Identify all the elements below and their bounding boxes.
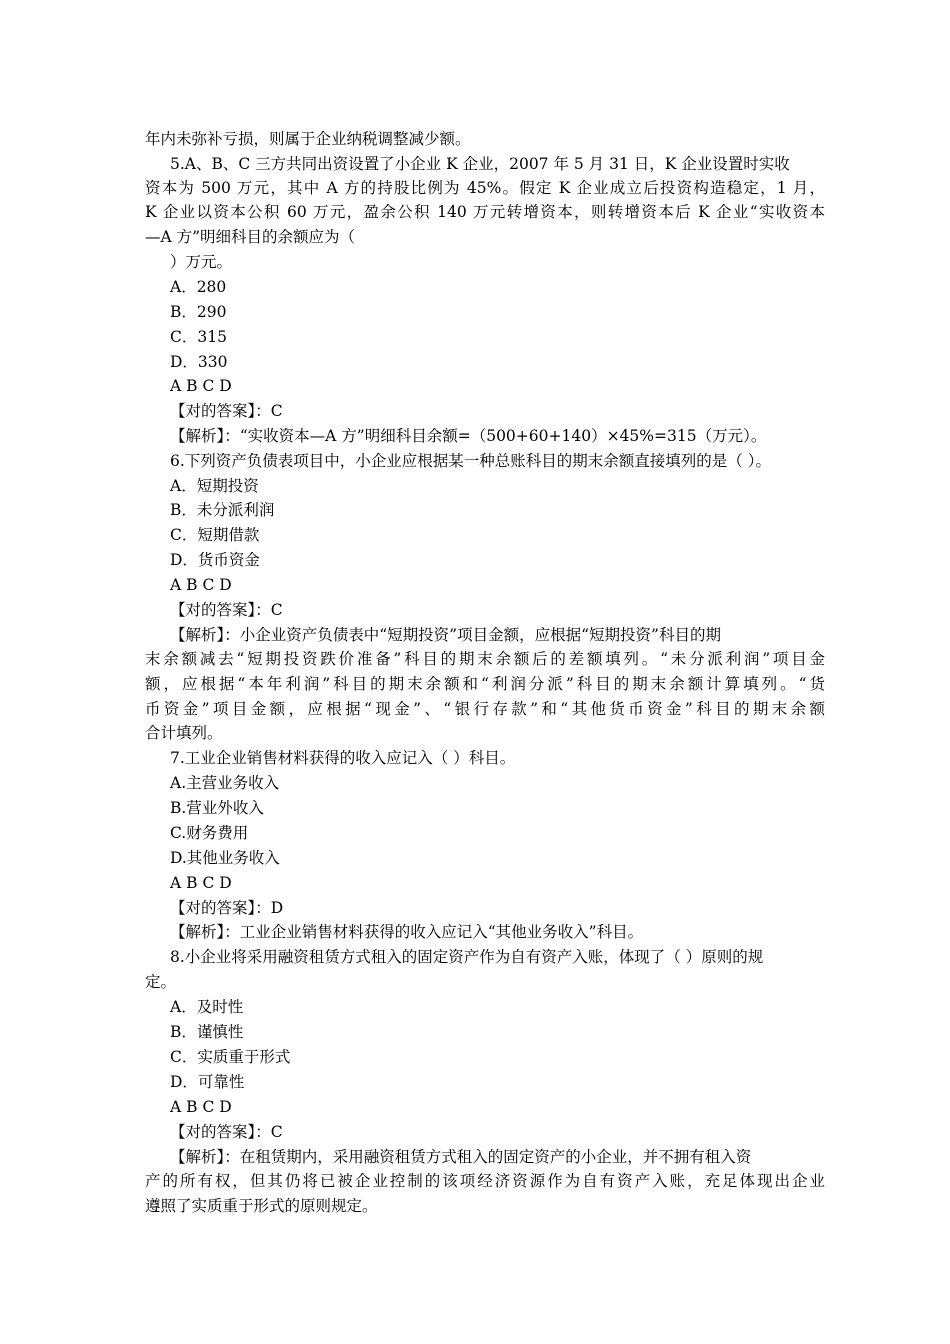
text-line: C.财务费用 xyxy=(170,824,249,842)
text-line: A B C D xyxy=(170,874,232,892)
text-line: D．可靠性 xyxy=(170,1073,245,1091)
text-line: A B C D xyxy=(170,1098,232,1116)
text-line: C．短期借款 xyxy=(170,526,260,544)
text-line: 【对的答案】：C xyxy=(170,1123,283,1141)
text-line: 合计填列。 xyxy=(145,724,223,742)
text-line: 6.下列资产负债表项目中，小企业应根据某一种总账科目的期末余额直接填列的是（ ）。 xyxy=(170,452,771,470)
text-line: 7.工业企业销售材料获得的收入应记入（ ）科目。 xyxy=(170,749,516,767)
text-line: B．290 xyxy=(170,303,227,321)
text-line: B．谨慎性 xyxy=(170,1023,244,1041)
text-line: K 企业以资本公积 60 万元，盈余公积 140 万元转增资本，则转增资本后 K 企业“实收资本 xyxy=(145,203,825,221)
text-line: A．短期投资 xyxy=(170,477,259,495)
text-line: 额，应根据“本年利润”科目的期末余额和“利润分派”科目的期末余额计算填列。“货 xyxy=(145,675,825,693)
text-line: 末余额减去“短期投资跌价准备”科目的期末余额后的差额填列。“未分派利润”项目金 xyxy=(145,650,825,668)
text-line: 【对的答案】：C xyxy=(170,601,283,619)
text-line: A．及时性 xyxy=(170,998,244,1016)
text-line: 5.A、B、C 三方共同出资设置了小企业 K 企业，2007 年 5 月 31 日，K 企业设置时实收 xyxy=(170,155,790,173)
text-line: 遵照了实质重于形式的原则规定。 xyxy=(145,1197,378,1215)
text-line: A.主营业务收入 xyxy=(170,774,280,792)
text-line: 【解析】：工业企业销售材料获得的收入应记入“其他业务收入”科目。 xyxy=(170,923,644,941)
text-line: C．315 xyxy=(170,328,227,346)
text-line: B.营业外收入 xyxy=(170,799,264,817)
text-line: C．实质重于形式 xyxy=(170,1048,291,1066)
text-line: 产的所有权，但其仍将已被企业控制的该项经济资源作为自有资产入账，充足体现出企业 xyxy=(145,1172,825,1190)
text-line: A B C D xyxy=(170,377,232,395)
text-line: 【对的答案】：D xyxy=(170,899,284,917)
text-line: 【对的答案】：C xyxy=(170,402,283,420)
text-line: 币资金”项目金额，应根据“现金”、“银行存款”和“其他货币资金”科目的期末余额 xyxy=(145,700,825,718)
text-line: A．280 xyxy=(170,278,227,296)
text-line: D．货币资金 xyxy=(170,551,260,569)
text-line: —A 方”明细科目的余额应为（ xyxy=(145,228,356,246)
text-line: 年内未弥补亏损，则属于企业纳税调整减少额。 xyxy=(145,130,471,148)
text-line: B．未分派利润 xyxy=(170,501,275,519)
text-line: 【解析】：小企业资产负债表中“短期投资”项目金额，应根据“短期投资”科目的期 xyxy=(170,626,721,644)
text-line: 8.小企业将采用融资租赁方式租入的固定资产作为自有资产入账，体现了（ ）原则的规 xyxy=(170,948,764,966)
text-line: 资本为 500 万元，其中 A 方的持股比例为 45%。假定 K 企业成立后投资构造稳定，1 月， xyxy=(145,179,825,197)
text-line: 定。 xyxy=(145,973,177,991)
text-line: D.其他业务收入 xyxy=(170,849,280,867)
text-line: ）万元。 xyxy=(170,253,233,271)
text-line: 【解析】：在租赁期内，采用融资租赁方式租入的固定资产的小企业，并不拥有租入资 xyxy=(170,1148,752,1166)
text-line: A B C D xyxy=(170,576,232,594)
text-line: D．330 xyxy=(170,353,228,371)
text-line: 【解析】：“实收资本—A 方”明细科目余额=（500+60+140）×45%=315（万元）。 xyxy=(170,427,767,445)
